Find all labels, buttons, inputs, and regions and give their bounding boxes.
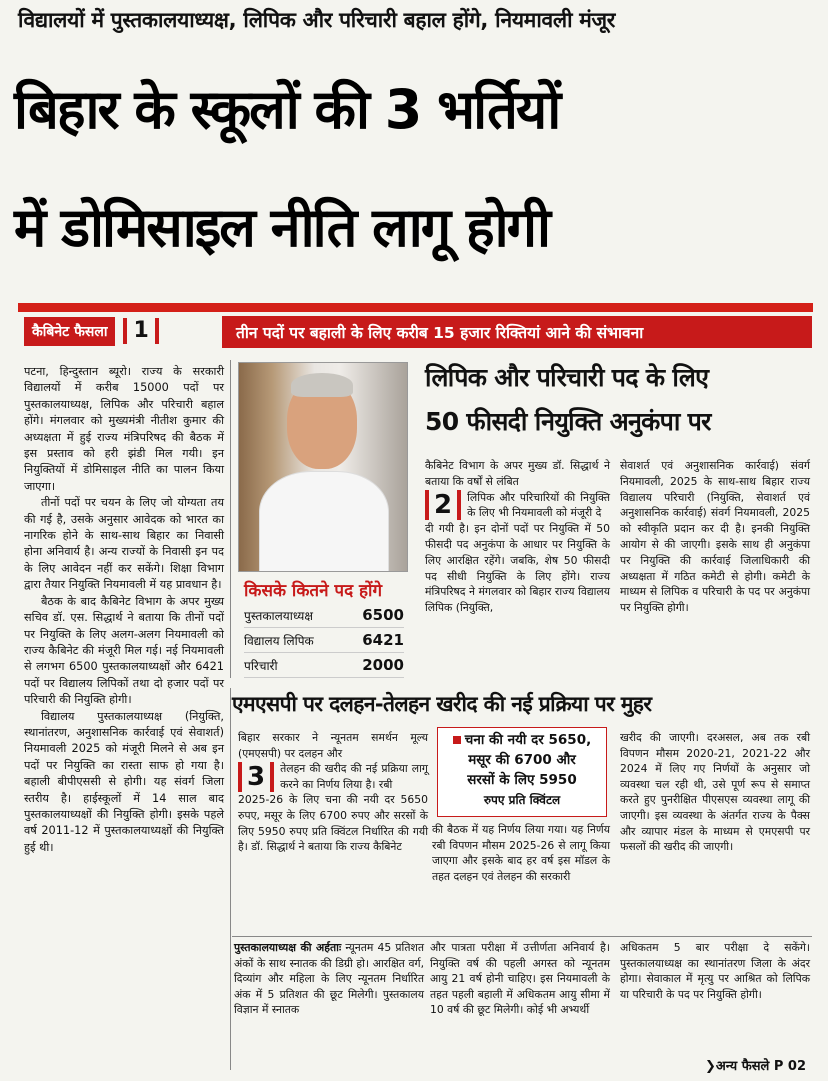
story3-column-1 — [238, 730, 428, 855]
bullet-square-icon — [453, 736, 461, 744]
box-line: रुपए प्रति क्विंटल — [483, 793, 561, 807]
table-label: पुस्तकालयाध्यक्ष — [244, 608, 313, 623]
column-rule — [230, 688, 231, 1070]
paragraph: तेलहन की खरीद की नई प्रक्रिया लागू करने का निर्णय लिया है। रबी — [280, 762, 428, 791]
paragraph: दी गयी है। इन दोनों पदों पर नियुक्ति में 50 फीसदी पद अनुकंपा के आधार पर नियुक्ति के लिए आरक्षित रहेंगे। जबकि, शेष 50 फीसदी पद सीधी नियुक्ति के लिए होंगे। राज्य मंत्रिपरिषद ने मंगलवार को बिहार राज्य विद्यालय लिपिक (नियुक्ति, — [425, 522, 610, 615]
rates-highlight-box — [437, 727, 607, 817]
headline-line2: में डोमिसाइल नीति लागू होगी — [14, 196, 550, 259]
continued-pointer — [705, 1056, 806, 1074]
paragraph-text: न्यूनतम 45 प्रतिशत अंकों के साथ स्नातक की डिग्री हो। आरक्षित वर्ग, दिव्यांग और महिला के लिए न्यूनतम निर्धारित अंक में 5 प्रतिशत की छूट मिलेगी। पुस्तकालय विज्ञान में स्नातक — [234, 941, 424, 1017]
paragraph: कैबिनेट विभाग के अपर मुख्य डॉ. सिद्धार्थ ने बताया कि वर्षों से लंबित — [425, 459, 610, 488]
paragraph: तीनों पदों पर चयन के लिए जो योग्यता तय की गई है, उसके अनुसार आवेदक को भारत का नागरिक होने के साथ-साथ बिहार का निवासी होना अनिवार्य है। अन्य राज्यों के निवासी इन पद के लिए आवेदन नहीं कर सकेंगे। शिक्षा विभाग द्वारा तैयार नियुक्ति नियमावली में यह प्रावधान है। — [24, 496, 224, 592]
column-rule — [230, 360, 231, 678]
box-line: सरसों के लिए 5950 — [467, 772, 577, 788]
paragraph: खरीद की जाएगी। दरअसल, अब तक रबी विपणन मौसम 2020-21, 2021-22 और 2024 में लिए गए निर्णयों के अनुसार जो व्यवस्था चल रही थी, उसे पूर्ण रूप से समाप्त करते हुए पुनरीक्षित पीएसएस व्यवस्था लागू की जाएगी। इस व्यवस्था के अंतर्गत राज्य के पैक्स और व्यापार मंडल के माध्यम से एमएसपी पर फसलों की खरीद की जाएगी। — [620, 731, 810, 854]
table-row — [244, 653, 404, 678]
paragraph: बैठक के बाद कैबिनेट विभाग के अपर मुख्य सचिव डॉ. एस. सिद्धार्थ ने बताया कि तीनों पदों पर नियुक्ति के लिए अलग-अलग नियमावली को राज्य कैबिनेट की मंजूरी मिल गई। नई नियमावली से लगभग 6500 पुस्तकालयाध्यक्षों और 6421 पदों पर विद्यालय लिपिकों तथा दो हजार पदों पर परिचारी की नियुक्ति होगी। — [24, 594, 224, 707]
headline-line1: बिहार के स्कूलों की 3 भर्तियों — [14, 78, 560, 141]
kicker: विद्यालयों में पुस्तकालयाध्यक्ष, लिपिक और परिचारी बहाल होंगे, नियमावली मंजूर — [18, 8, 616, 32]
photo-shirt — [259, 471, 389, 572]
paragraph: 2025-26 के लिए चना की नयी दर 5650 रुपए, मसूर के लिए 6700 रुपए और सरसों के लिए 5950 रुपए प्रति क्विंटल निर्धारित की गयी है। डॉ. सिद्धार्थ ने बताया कि राज्य कैबिनेट — [238, 793, 428, 854]
paragraph — [234, 940, 424, 1018]
table-value: 6421 — [362, 631, 404, 649]
red-divider — [18, 303, 813, 312]
box-line: चना की नयी दर 5650, — [464, 732, 592, 748]
posts-table-title: किसके कितने पद होंगे — [244, 581, 383, 601]
table-value: 2000 — [362, 656, 404, 674]
paragraph: की बैठक में यह निर्णय लिया गया। यह निर्णय रबी विपणन मौसम 2025-26 से लागू किया जाएगा और इसके बाद हर वर्ष इस मॉडल के तहत दलहन एवं तेलहन की सरकारी — [432, 823, 610, 883]
table-row — [244, 603, 404, 628]
table-label: परिचारी — [244, 658, 278, 673]
bottom-column-2 — [430, 940, 610, 1018]
table-row — [244, 628, 404, 653]
box-line: मसूर की 6700 और — [468, 752, 576, 768]
paragraph: बिहार सरकार ने न्यूनतम समर्थन मूल्य (एमएसपी) पर दलहन और — [238, 731, 428, 760]
bottom-column-1 — [234, 940, 424, 1018]
story2-headline-1: लिपिक और परिचारी पद के लिए — [425, 363, 709, 392]
paragraph: पटना, हिन्दुस्तान ब्यूरो। राज्य के सरकारी विद्यालयों में करीब 15000 पदों पर पुस्तकालयाध्यक्ष, लिपिक और परिचारी बहाल होंगे। मंगलवार को मुख्यमंत्री नीतीश कुमार की अध्यक्षता में हुई राज्य मंत्रिपरिषद की बैठक में इस प्रस्ताव को हरी झंडी मिल गयी। इन नियुक्तियों में डोमिसाइल नीति का पालन किया जाएगा। — [24, 365, 224, 493]
table-value: 6500 — [362, 606, 404, 624]
paragraph: और पात्रता परीक्षा में उत्तीर्णता अनिवार्य है। नियुक्ति वर्ष की पहली अगस्त को न्यूनतम आयु 21 वर्ष होनी चाहिए। इस नियमावली के तहत पहली बहाली में अधिकतम आयु सीमा में 10 वर्ष की छूट मिलेगी। कोई भी अभ्यर्थी — [430, 941, 610, 1017]
story3-column-2 — [432, 822, 610, 884]
red-subhead-bar: तीन पदों पर बहाली के लिए करीब 15 हजार रिक्तियां आने की संभावना — [222, 316, 812, 348]
footer-text: अन्य फैसले P 02 — [715, 1059, 806, 1074]
chevron-right-icon: ❯ — [704, 1059, 716, 1074]
posts-table — [244, 603, 404, 678]
story3-number: 3 — [238, 762, 274, 792]
paragraph: लिपिक और परिचारियों की नियुक्ति के लिए भी नियमावली को मंजूरी दे — [467, 490, 610, 520]
section-number: 1 — [123, 318, 158, 344]
bottom-column-3 — [620, 940, 810, 1002]
portrait-photo — [238, 362, 408, 572]
story2-column-left — [425, 458, 610, 616]
story2-number: 2 — [425, 490, 461, 520]
story3-column-3 — [620, 730, 810, 855]
qualification-heading: पुस्तकालयाध्यक्ष की अर्हताः — [234, 941, 342, 954]
paragraph: विद्यालय पुस्तकालयाध्यक्ष (नियुक्ति, स्थानांतरण, अनुशासनिक कार्रवाई एवं सेवाशर्त) नियमावली 2025 को मंजूरी मिलने से अब इन पदों पर नियुक्ति का रास्ता साफ हो गया है। बहाली बीपीएससी से होगी। यह संवर्ग जिला स्तरीय है। हाईस्कूलों में 14 साल बाद पुस्तकालयाध्यक्षों की नियुक्ति होगी। इसके पहले वर्ष 2011-12 में पुस्तकालयाध्यक्षों की नियुक्ति हुई थी। — [24, 709, 224, 854]
section-tag-label: कैबिनेट फैसला — [24, 317, 115, 346]
main-story-column — [24, 364, 224, 856]
paragraph: अधिकतम 5 बार परीक्षा दे सकेंगे। पुस्तकालयाध्यक्ष का स्थानांतरण जिला के अंदर होगा। सेवाकाल में मृत्यु पर आश्रित को लिपिक या परिचारी के पद पर नियुक्ति होगी। — [620, 941, 810, 1001]
section-tag — [24, 316, 159, 346]
story3-headline: एमएसपी पर दलहन-तेलहन खरीद की नई प्रक्रिया पर मुहर — [232, 692, 652, 716]
table-label: विद्यालय लिपिक — [244, 633, 314, 648]
story2-headline-2: 50 फीसदी नियुक्ति अनुकंपा पर — [425, 407, 711, 436]
story2-column-right — [620, 458, 810, 616]
section-rule — [232, 936, 812, 937]
paragraph: सेवाशर्त एवं अनुशासनिक कार्रवाई) संवर्ग नियमावली, 2025 के साथ-साथ बिहार राज्य विद्यालय परिचारी (नियुक्ति, सेवाशर्त एवं अनुशासनिक कार्रवाई) संवर्ग नियमावली, 2025 को स्वीकृति प्रदान कर दी है। इनकी नियुक्ति आयोग से की जाएगी। इसके साथ ही अनुकंपा पर नियुक्ति की कार्रवाई जिलाधिकारी की अध्यक्षता में गठित कमेटी से होगी। कमेटी के माध्यम से लिपिक व परिचारी के पद पर अनुकंपा पर नियुक्ति होगी। — [620, 459, 810, 615]
photo-hair — [291, 373, 353, 397]
